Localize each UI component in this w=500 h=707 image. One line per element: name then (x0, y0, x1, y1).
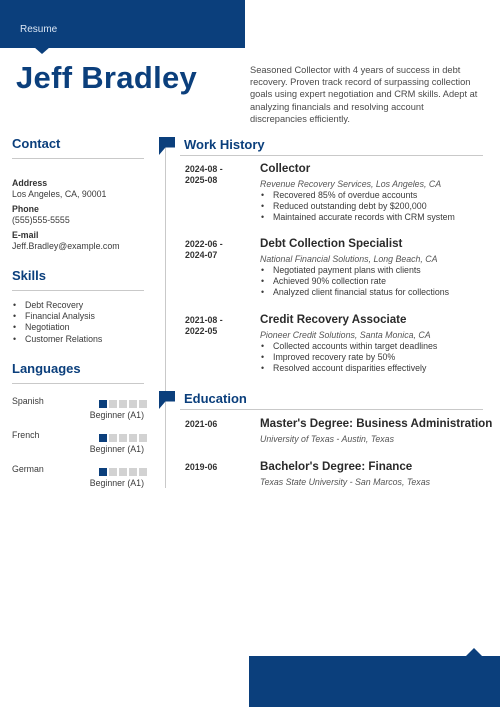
job-company: National Financial Solutions, Long Beach, CA (260, 254, 438, 264)
job-title: Credit Recovery Associate (260, 313, 407, 326)
job-company: Pioneer Credit Solutions, Santa Monica, CA (260, 330, 431, 340)
job-dates (185, 164, 223, 187)
contact-title: Contact (12, 136, 61, 151)
skills-section (12, 268, 144, 345)
candidate-name: Jeff Bradley (16, 60, 198, 95)
level-box (109, 468, 117, 476)
skill-item: • Financial Analysis (12, 311, 144, 322)
job-bullet: • Negotiated payment plans with clients (261, 265, 487, 276)
contact-rule (12, 158, 144, 159)
level-box (119, 434, 127, 442)
contact-section (12, 136, 144, 251)
skill-item: • Customer Relations (12, 334, 144, 345)
language-level-bar (99, 434, 147, 442)
left-column (12, 136, 144, 498)
languages-section (12, 361, 144, 498)
level-box (139, 468, 147, 476)
language-name: Spanish (12, 395, 44, 406)
footer-notch (466, 648, 482, 656)
job-bullets (261, 341, 487, 374)
job-company: Revenue Recovery Services, Los Angeles, CA (260, 179, 442, 189)
footer-band (249, 656, 500, 707)
level-box (109, 434, 117, 442)
languages-title: Languages (12, 360, 81, 376)
job-bullet: • Maintained accurate records with CRM system (261, 212, 487, 223)
level-box (99, 468, 107, 476)
header-band (0, 0, 245, 48)
level-box (99, 434, 107, 442)
job-bullets (261, 265, 487, 298)
job-start: 2022-06 - (185, 239, 223, 249)
language-level-bar (99, 400, 147, 408)
level-box (129, 468, 137, 476)
skills-rule (12, 290, 144, 291)
edu-date: 2021-06 (185, 419, 218, 429)
work-history-rule (180, 155, 483, 156)
summary-text: Seasoned Collector with 4 years of success in debt recovery. Proven track record of surpassing collection goals using expert negotiation and CRM skills. Adept at analyzing financials and resolving account discrepancies efficiently. (250, 65, 478, 124)
level-box (129, 400, 137, 408)
job-start: 2021-08 - (185, 315, 223, 325)
job-bullet: • Collected accounts within target deadlines (261, 341, 487, 352)
phone-value: (555)555-5555 (12, 215, 70, 225)
job-bullets (261, 190, 487, 223)
resume-tag: Resume (20, 24, 58, 35)
level-box (119, 400, 127, 408)
language-name: German (12, 463, 44, 474)
job-end: 2024-07 (185, 250, 218, 261)
education-rule (180, 409, 483, 410)
skill-item: • Debt Recovery (12, 300, 144, 311)
edu-degree: Master's Degree: Business Administration (260, 417, 493, 430)
job-dates (185, 239, 223, 262)
level-box (99, 400, 107, 408)
edu-date: 2019-06 (185, 462, 218, 472)
edu-degree: Bachelor's Degree: Finance (260, 460, 413, 473)
address-label: Address (12, 178, 48, 188)
languages-list (12, 396, 144, 498)
edu-school: Texas State University - San Marcos, Texas (260, 477, 430, 487)
job-end: 2025-08 (185, 175, 218, 186)
email-value[interactable]: Jeff.Bradley@example.com (12, 241, 120, 251)
skill-item: • Negotiation (12, 322, 144, 333)
phone-label: Phone (12, 204, 39, 214)
education-flag-icon (159, 391, 175, 409)
job-bullet: • Reduced outstanding debt by $200,000 (261, 201, 487, 212)
header-notch (34, 47, 50, 54)
language-item (12, 430, 144, 464)
job-title: Collector (260, 162, 311, 175)
job-start: 2024-08 - (185, 164, 223, 174)
level-box (129, 434, 137, 442)
language-item (12, 396, 144, 430)
edu-school: University of Texas - Austin, Texas (260, 434, 394, 444)
job-bullet: • Analyzed client financial status for collections (261, 287, 487, 298)
job-bullet: • Resolved account disparities effectively (261, 363, 487, 374)
language-level-bar (99, 468, 147, 476)
skills-list (12, 300, 144, 345)
job-dates (185, 315, 223, 338)
work-flag-icon (159, 137, 175, 155)
work-history-title: Work History (184, 137, 265, 152)
job-end: 2022-05 (185, 326, 218, 337)
timeline-line (165, 146, 166, 488)
language-level: Beginner (A1) (89, 477, 144, 488)
job-title: Debt Collection Specialist (260, 237, 403, 250)
email-label: E-mail (12, 230, 39, 240)
language-level: Beginner (A1) (89, 409, 144, 420)
job-bullet: • Improved recovery rate by 50% (261, 352, 487, 363)
language-item (12, 464, 144, 498)
level-box (109, 400, 117, 408)
level-box (139, 434, 147, 442)
address-value: Los Angeles, CA, 90001 (12, 189, 107, 199)
languages-rule (12, 383, 144, 384)
level-box (119, 468, 127, 476)
job-bullet: • Achieved 90% collection rate (261, 276, 487, 287)
education-title: Education (184, 391, 247, 406)
job-bullet: • Recovered 85% of overdue accounts (261, 190, 487, 201)
skills-title: Skills (12, 268, 46, 283)
level-box (139, 400, 147, 408)
language-name: French (12, 429, 40, 440)
language-level: Beginner (A1) (89, 443, 144, 454)
